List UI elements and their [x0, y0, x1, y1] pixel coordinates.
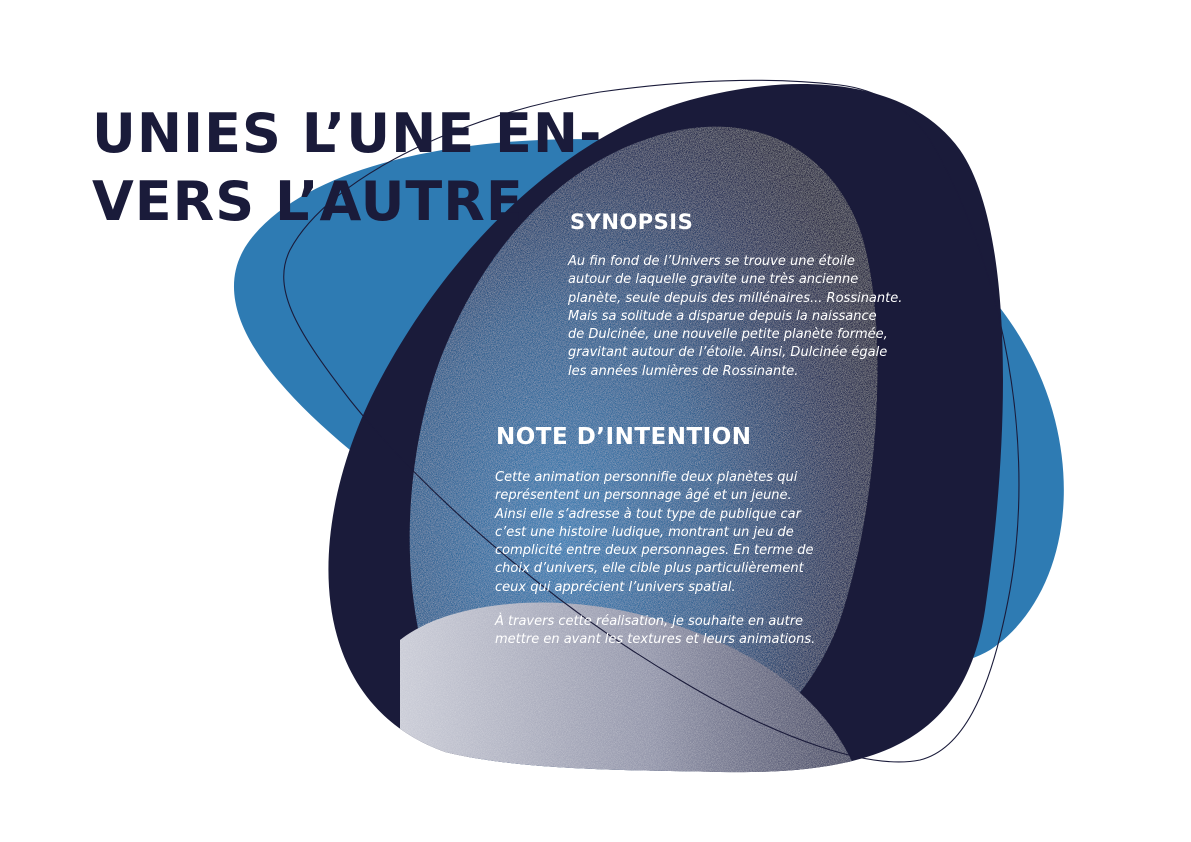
page-title	[92, 100, 602, 236]
intention-paragraph	[495, 469, 813, 597]
intention-line: Ainsi elle s’adresse à tout type de publique car	[495, 506, 801, 522]
intention-line: À travers cette réalisation, je souhaite en autre	[495, 614, 804, 629]
title-line-1: UNIES L’UNE EN-	[92, 102, 603, 165]
synopsis-line: gravitant autour de l’étoile. Ainsi, Dulcinée égale	[568, 345, 888, 361]
synopsis-line: autour de laquelle gravite une très ancienne	[568, 272, 859, 288]
intention-heading: NOTE D’INTENTION	[496, 424, 752, 450]
synopsis-line: Au fin fond de l’Univers se trouve une étoile	[568, 254, 855, 269]
synopsis-line: de Dulcinée, une nouvelle petite planète formée,	[568, 327, 888, 343]
intention-line: choix d’univers, elle cible plus particulièrement	[495, 561, 804, 577]
synopsis-heading: SYNOPSIS	[570, 210, 694, 234]
synopsis-line: les années lumières de Rossinante.	[568, 363, 799, 379]
intention-line: c’est une histoire ludique, montrant un jeu de	[495, 524, 794, 540]
intention-line: Cette animation personnifie deux planètes qui	[495, 470, 798, 485]
intention-paragraph-2	[495, 613, 815, 650]
synopsis-line: planète, seule depuis des millénaires... Rossinante.	[568, 290, 903, 306]
synopsis-line: Mais sa solitude a disparue depuis la naissance	[568, 308, 877, 324]
title-line-2: VERS L’AUTRE	[92, 170, 524, 233]
intention-line: représentent un personnage âgé et un jeune.	[495, 488, 792, 504]
synopsis-paragraph	[568, 253, 902, 381]
intention-line: ceux qui apprécient l’univers spatial.	[495, 579, 736, 595]
intention-line: mettre en avant les textures et leurs animations.	[495, 632, 816, 648]
intention-line: complicité entre deux personnages. En terme de	[495, 543, 814, 559]
